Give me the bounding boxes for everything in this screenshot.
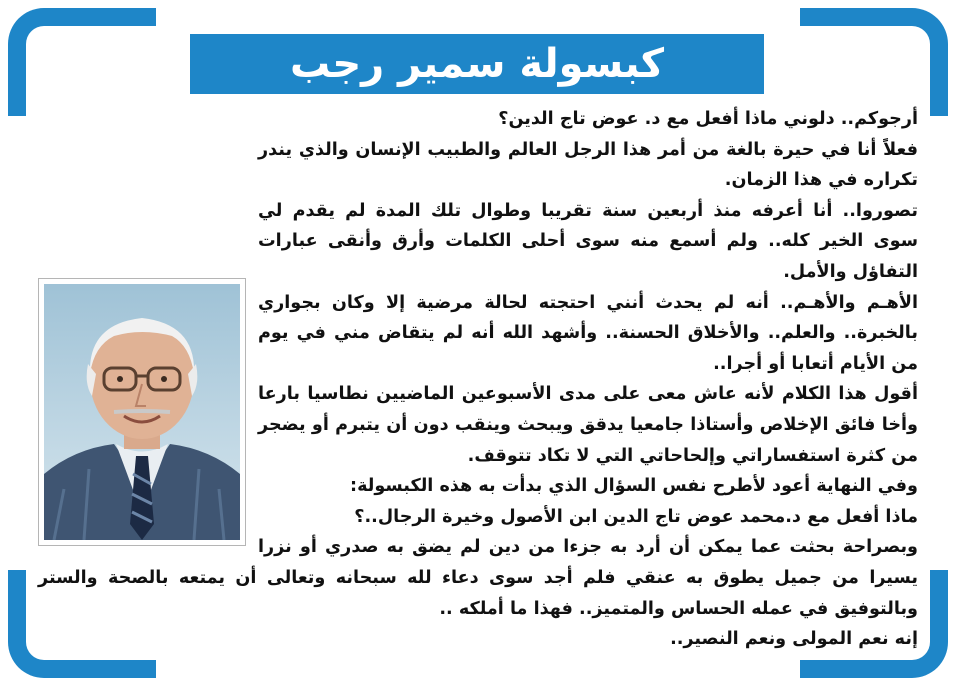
portrait-photo-icon <box>44 284 240 540</box>
article-paragraph: وبصراحة بحثت عما يمكن أن أرد به جزءا من دين لم يضق به صدري أو نزرا يسيرا من جميل يطوق به عنقي فلم أجد سوى دعاء لله سبحانه وتعالى أن يمتعه بالصحة والستر وبالتوفيق في عمله الحساس والمتميز.. فهذا ما أملكه .. <box>38 537 918 619</box>
article-paragraph: إنه نعم المولى ونعم النصير.. <box>670 629 918 650</box>
article-paragraph: تصوروا.. أنا أعرفه منذ أربعين سنة تقريبا وطوال تلك المدة لم يقدم لي سوى الخير كله.. ولم أسمع منه سوى أحلى الكلمات وأرق وأنقى عبارات التفاؤل والأمل. <box>258 200 918 282</box>
column-title: كبسولة سمير رجب <box>190 34 764 94</box>
article-paragraph: وفي النهاية أعود لأطرح نفس السؤال الذي بدأت به هذه الكبسولة: <box>350 476 918 497</box>
article-paragraph: ماذا أفعل مع د.محمد عوض تاج الدين ابن الأصول وخيرة الرجال..؟ <box>354 506 918 527</box>
article-body <box>38 104 918 664</box>
article-paragraph: الأهـم والأهـم.. أنه لم يحدث أنني احتجته لحالة مرضية إلا وكان بجواري بالخبرة.. والعلم.. والأخلاق الحسنة.. وأشهد الله أنه لم يتقاض مني في يوم من الأيام أتعابا أو أجرا.. <box>258 292 918 374</box>
article-paragraph: فعلاً أنا في حيرة بالغة من أمر هذا الرجل العالم والطبيب الإنسان والذي يندر تكراره في هذا الزمان. <box>258 139 918 191</box>
author-photo <box>38 278 246 546</box>
frame-corner-top-left <box>8 8 156 116</box>
article-paragraph: أرجوكم.. دلوني ماذا أفعل مع د. عوض تاج الدين؟ <box>498 109 918 129</box>
frame-corner-top-right <box>800 8 948 116</box>
article-paragraph: أقول هذا الكلام لأنه عاش معى على مدى الأسبوعين الماضيين نطاسيا بارعا وأخا فائق الإخلاص وأستاذا جامعيا يدقق ويبحث وينقب دون أن يتبرم أو يضجر من كثرة استفساراتي وإلحاحاتي التي لا تكاد تتوقف. <box>258 384 918 466</box>
